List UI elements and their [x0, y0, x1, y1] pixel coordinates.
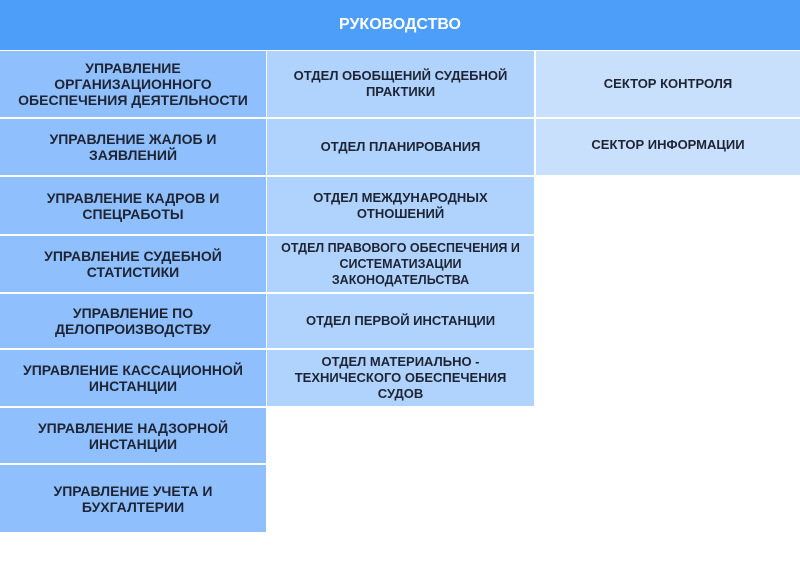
department-label: УПРАВЛЕНИЕ ЖАЛОБ И ЗАЯВЛЕНИЙ	[49, 131, 217, 163]
department-block-cassation	[0, 350, 266, 406]
department-block-supervisory	[0, 408, 266, 463]
header-rukovodstvo	[0, 0, 800, 50]
division-label: ОТДЕЛ ПЛАНИРОВАНИЯ	[320, 139, 481, 154]
division-block-logistics	[267, 350, 534, 406]
department-label: УПРАВЛЕНИЕ НАДЗОРНОЙ ИНСТАНЦИИ	[37, 419, 229, 452]
division-block-planning	[267, 119, 534, 175]
division-block-case-law	[267, 51, 534, 117]
department-label: УПРАВЛЕНИЕ ОРГАНИЗАЦИОННОГО ОБЕСПЕЧЕНИЯ ДЕЯТЕЛЬНОСТИ	[18, 60, 248, 108]
department-label: УПРАВЛЕНИЕ СУДЕБНОЙ СТАТИСТИКИ	[44, 248, 222, 280]
department-block-org-support	[0, 51, 266, 117]
division-block-international	[267, 177, 534, 234]
division-label: ОТДЕЛ ПРАВОВОГО ОБЕСПЕЧЕНИЯ И СИСТЕМАТИЗАЦИИ ЗАКОНОДАТЕЛЬСТВА	[281, 241, 520, 287]
sector-block-control	[536, 51, 800, 117]
sector-block-information	[536, 119, 800, 175]
division-block-first-instance	[267, 294, 534, 348]
department-label: УПРАВЛЕНИЕ КАДРОВ И СПЕЦРАБОТЫ	[46, 189, 220, 222]
department-block-accounting	[0, 465, 266, 532]
department-block-records	[0, 294, 266, 348]
header-title: РУКОВОДСТВО	[339, 16, 461, 33]
department-block-personnel	[0, 177, 266, 234]
sector-label: СЕКТОР ИНФОРМАЦИИ	[591, 137, 745, 152]
department-label: УПРАВЛЕНИЕ ПО ДЕЛОПРОИЗВОДСТВУ	[54, 305, 211, 337]
department-block-statistics	[0, 236, 266, 292]
department-label: УПРАВЛЕНИЕ КАССАЦИОННОЙ ИНСТАНЦИИ	[23, 362, 243, 394]
division-label: ОТДЕЛ МЕЖДУНАРОДНЫХ ОТНОШЕНИЙ	[313, 189, 488, 221]
department-label: УПРАВЛЕНИЕ УЧЕТА И БУХГАЛТЕРИИ	[53, 482, 213, 515]
division-label: ОТДЕЛ МАТЕРИАЛЬНО - ТЕХНИЧЕСКОГО ОБЕСПЕЧЕНИЯ СУДОВ	[294, 354, 507, 401]
department-block-complaints	[0, 119, 266, 175]
division-label: ОТДЕЛ ПЕРВОЙ ИНСТАНЦИИ	[305, 313, 496, 328]
sector-label: СЕКТОР КОНТРОЛЯ	[603, 76, 733, 91]
division-label: ОТДЕЛ ОБОБЩЕНИЙ СУДЕБНОЙ ПРАКТИКИ	[293, 68, 508, 99]
division-block-legal-support	[267, 236, 534, 292]
